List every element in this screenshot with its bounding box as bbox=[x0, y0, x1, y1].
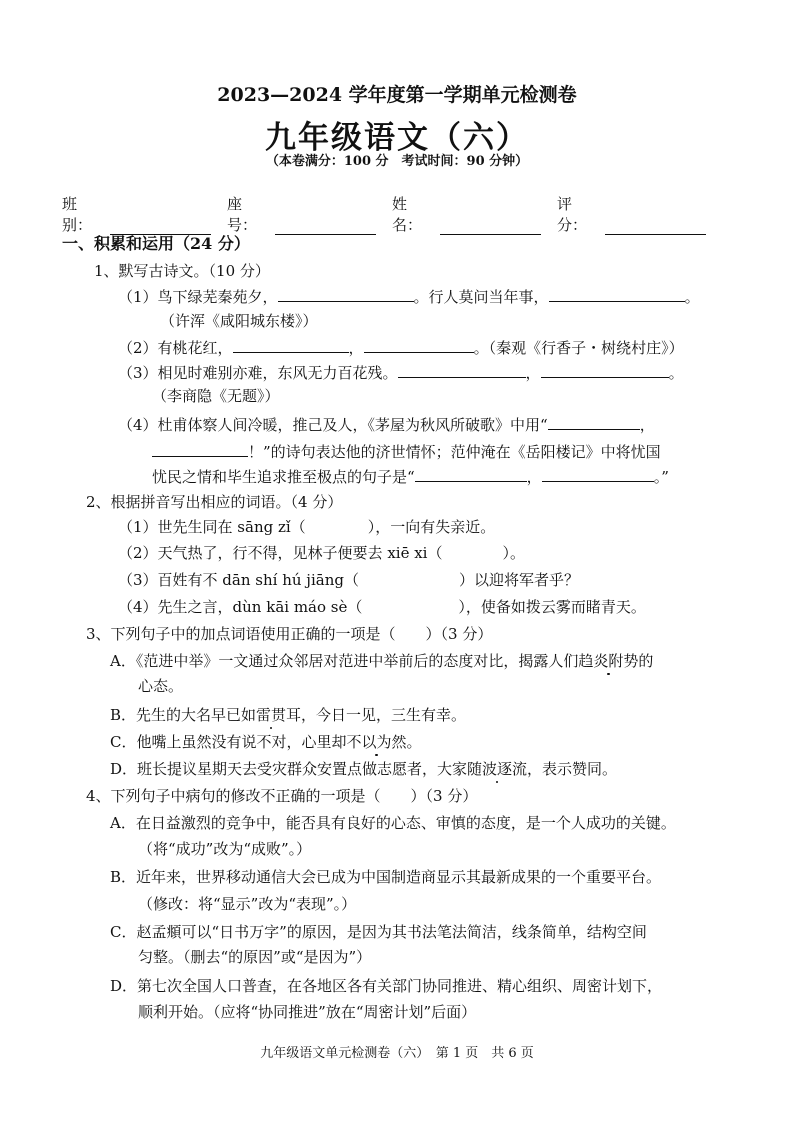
q1-p2-text: ， bbox=[348, 339, 364, 357]
q2-item-text: （1）世先生同在 sāng zǐ（ bbox=[118, 518, 306, 536]
q1-part1 bbox=[118, 286, 700, 307]
answer-blank[interactable] bbox=[548, 414, 640, 430]
q1-p4-text: ！”的诗句表达他的济世情怀；范仲淹在《岳阳楼记》中将忧国 bbox=[248, 443, 661, 461]
q1-p2-text: （2）有桃花红， bbox=[118, 339, 233, 357]
class-field[interactable] bbox=[62, 193, 211, 235]
q2-item-text: ）以迎将军者乎？ bbox=[458, 571, 579, 589]
answer-blank[interactable] bbox=[364, 337, 474, 353]
q4-option-d[interactable]: D．第七次全国人口普查，在各地区各有关部门协同推进、精心组织、周密计划下， bbox=[110, 977, 663, 995]
student-info-row bbox=[62, 193, 722, 235]
q4-option-a[interactable]: A．在日益激烈的竞争中，能否具有良好的心态、审慎的态度，是一个人成功的关键。 bbox=[110, 814, 676, 832]
q4-stem-text: 4、下列句子中病句的修改不正确的一项是（ bbox=[86, 787, 381, 805]
q4-option-b-cont: （修改：将“显示”改为“表现”。） bbox=[138, 895, 357, 913]
q1-part4-line2 bbox=[152, 441, 661, 462]
q1-p1-text: 。行人莫问当年事， bbox=[413, 288, 549, 306]
q1-p3-text: ， bbox=[525, 364, 541, 382]
answer-blank[interactable] bbox=[398, 362, 526, 378]
option-text: 的 bbox=[638, 652, 654, 670]
q4-stem-text: ）（3 分） bbox=[410, 787, 478, 805]
answer-blank[interactable] bbox=[233, 337, 349, 353]
seat-blank[interactable] bbox=[275, 220, 376, 235]
q1-stem: 1、默写古诗文。（10 分） bbox=[94, 262, 270, 280]
answer-blank[interactable] bbox=[278, 286, 414, 302]
score-field[interactable] bbox=[557, 193, 706, 235]
q1-p1-text: （1）鸟下绿芜秦苑夕， bbox=[118, 288, 278, 306]
q1-part4-line3 bbox=[152, 466, 669, 487]
name-blank[interactable] bbox=[440, 220, 541, 235]
q1-part3-source: （李商隐《无题》） bbox=[152, 387, 280, 405]
q1-p4-text: ， bbox=[639, 416, 655, 434]
q4-option-d-cont: 顺利开始。（应将“协同推进”放在“周密计划”后面） bbox=[138, 1003, 477, 1021]
score-blank[interactable] bbox=[605, 220, 706, 235]
exam-year-title: 2023—2024 学年度第一学期单元检测卷 bbox=[217, 84, 577, 106]
q2-item4 bbox=[118, 597, 646, 617]
q2-item3 bbox=[118, 570, 579, 590]
q3-stem bbox=[86, 624, 492, 644]
q1-part2 bbox=[118, 337, 684, 358]
q3-option-b[interactable] bbox=[110, 705, 466, 725]
section-title: 一、积累和运用（24 分） bbox=[62, 234, 250, 253]
q4-stem bbox=[86, 786, 477, 806]
q2-item-text: ），一向有失亲近。 bbox=[367, 518, 496, 536]
answer-blank[interactable] bbox=[415, 466, 527, 482]
q1-p4-text: ， bbox=[526, 468, 542, 486]
q1-p4-text: 忧民之情和毕生追求推至极点的句子是“ bbox=[152, 468, 415, 486]
q1-p1-text: 。 bbox=[684, 288, 700, 306]
q2-item1 bbox=[118, 517, 495, 537]
q3-option-a-cont: 心态。 bbox=[138, 677, 184, 695]
q1-p3-text: 。 bbox=[668, 364, 684, 382]
option-text: B．先生的大名早已 bbox=[110, 706, 242, 724]
option-text: ，今日一见，三生有幸。 bbox=[301, 706, 467, 724]
exam-subject-title: 九年级语文（六） bbox=[265, 120, 529, 156]
class-label: 班别： bbox=[62, 195, 93, 234]
q1-part4-line1 bbox=[118, 414, 655, 435]
name-label: 姓名： bbox=[392, 195, 423, 234]
option-text: 。 bbox=[406, 733, 422, 751]
q4-option-a-cont: （将“成功”改为“成败”。） bbox=[138, 840, 312, 858]
q3-option-c[interactable] bbox=[110, 732, 422, 752]
q3-option-a[interactable] bbox=[110, 651, 653, 671]
q2-item-text: ）。 bbox=[502, 544, 525, 562]
dotted-term: 不以为然 bbox=[346, 733, 407, 751]
option-text: D．班长提议星期天去受灾群众安置点做志愿者，大家 bbox=[110, 760, 468, 778]
q4-option-c[interactable]: C．赵孟頫可以“日书万字”的原因，是因为其书法笔法简洁，线条简单，结构空间 bbox=[110, 923, 647, 941]
name-field[interactable] bbox=[392, 193, 541, 235]
score-label: 评分： bbox=[557, 195, 588, 234]
q3-stem-text: 3、下列句子中的加点词语使用正确的一项是（ bbox=[86, 625, 396, 643]
dotted-term: 趋炎附势 bbox=[578, 652, 639, 670]
q1-p2-text: 。（秦观《行香子・树绕村庄》） bbox=[473, 339, 684, 357]
option-text: A．《范进中举》一文通过众邻居对范进中举前后的态度对比，揭露人们 bbox=[110, 652, 579, 670]
q2-item-text: （4）先生之言，dùn kāi máo sè（ bbox=[118, 598, 363, 616]
dotted-term: 随波逐流 bbox=[467, 760, 528, 778]
option-text: ，表示赞同。 bbox=[527, 760, 618, 778]
answer-blank[interactable] bbox=[541, 362, 669, 378]
q3-option-d[interactable] bbox=[110, 759, 617, 779]
q4-option-c-cont: 匀整。（删去“的原因”或“是因为”） bbox=[138, 948, 372, 966]
seat-label: 座号： bbox=[227, 195, 258, 234]
q2-stem: 2、根据拼音写出相应的词语。（4 分） bbox=[86, 493, 343, 511]
q2-item2 bbox=[118, 543, 525, 563]
option-text: C．他嘴上虽然没有说不对，心里却 bbox=[110, 733, 347, 751]
q1-p4-text: 。” bbox=[653, 468, 669, 486]
q1-part1-source: （许浑《咸阳城东楼》） bbox=[160, 312, 318, 330]
q2-item-text: ），使备如拨云雾而睹青天。 bbox=[458, 598, 646, 616]
q1-part3 bbox=[118, 362, 684, 383]
seat-field[interactable] bbox=[227, 193, 376, 235]
q4-option-b[interactable]: B．近年来，世界移动通信大会已成为中国制造商显示其最新成果的一个重要平台。 bbox=[110, 868, 662, 886]
answer-blank[interactable] bbox=[152, 441, 248, 457]
class-blank[interactable] bbox=[110, 220, 211, 235]
dotted-term: 如雷贯耳 bbox=[241, 706, 302, 724]
page-footer: 九年级语文单元检测卷（六） 第 1 页 共 6 页 bbox=[260, 1046, 534, 1061]
answer-blank[interactable] bbox=[549, 286, 685, 302]
q1-p4-text: （4）杜甫体察人间冷暖，推己及人，《茅屋为秋风所破歌》中用“ bbox=[118, 416, 548, 434]
q2-item-text: （3）百姓有不 dān shí hú jiāng（ bbox=[118, 571, 359, 589]
answer-blank[interactable] bbox=[542, 466, 654, 482]
q2-item-text: （2）天气热了，行不得，见林子便要去 xiē xi（ bbox=[118, 544, 443, 562]
q3-stem-text: ）（3 分） bbox=[425, 625, 493, 643]
q1-p3-text: （3）相见时难别亦难，东风无力百花残。 bbox=[118, 364, 398, 382]
exam-meta: （本卷满分：100 分 考试时间：90 分钟） bbox=[265, 154, 529, 169]
